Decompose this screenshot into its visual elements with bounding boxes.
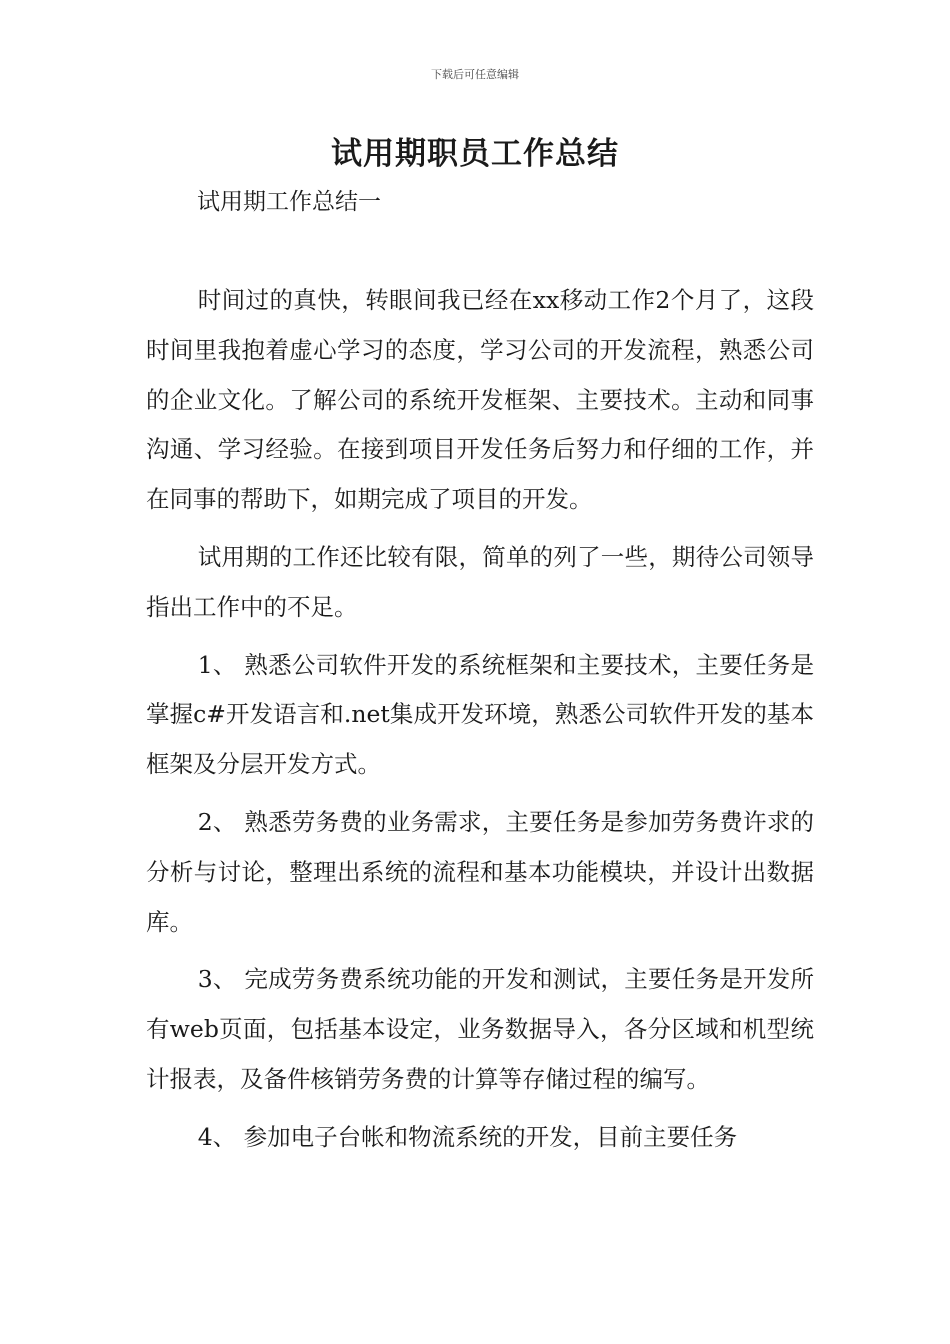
paragraph-item-2: 2、 熟悉劳务费的业务需求，主要任务是参加劳务费许求的分析与讨论，整理出系统的流程和基本功能模块，并设计出数据库。 [146,807,814,936]
paragraph-item-4: 4、 参加电子台帐和物流系统的开发，目前主要任务 [197,1122,738,1151]
paragraph-intro: 时间过的真快，转眼间我已经在xx移动工作2个月了，这段时间里我抱着虚心学习的态度，学习公司的开发流程，熟悉公司的企业文化。了解公司的系统开发框架、主要技术。主动和同事沟通、学习经验。在接到项目开发任务后努力和仔细的工作，并在同事的帮助下，如期完成了项目的开发。 [146,286,814,514]
page-header-note: 下载后可任意编辑 [431,68,519,81]
paragraph-item-3: 3、 完成劳务费系统功能的开发和测试，主要任务是开发所有web页面，包括基本设定，业务数据导入，各分区域和机型统计报表，及备件核销劳务费的计算等存储过程的编写。 [146,965,814,1093]
document-title: 试用期职员工作总结 [331,136,619,172]
document-body [146,276,814,1163]
paragraph-scope: 试用期的工作还比较有限，简单的列了一些，期待公司领导指出工作中的不足。 [146,542,814,621]
document-subtitle: 试用期工作总结一 [197,189,381,215]
paragraph-item-1: 1、 熟悉公司软件开发的系统框架和主要技术，主要任务是掌握c#开发语言和.net集成开发环境，熟悉公司软件开发的基本框架及分层开发方式。 [146,650,814,779]
